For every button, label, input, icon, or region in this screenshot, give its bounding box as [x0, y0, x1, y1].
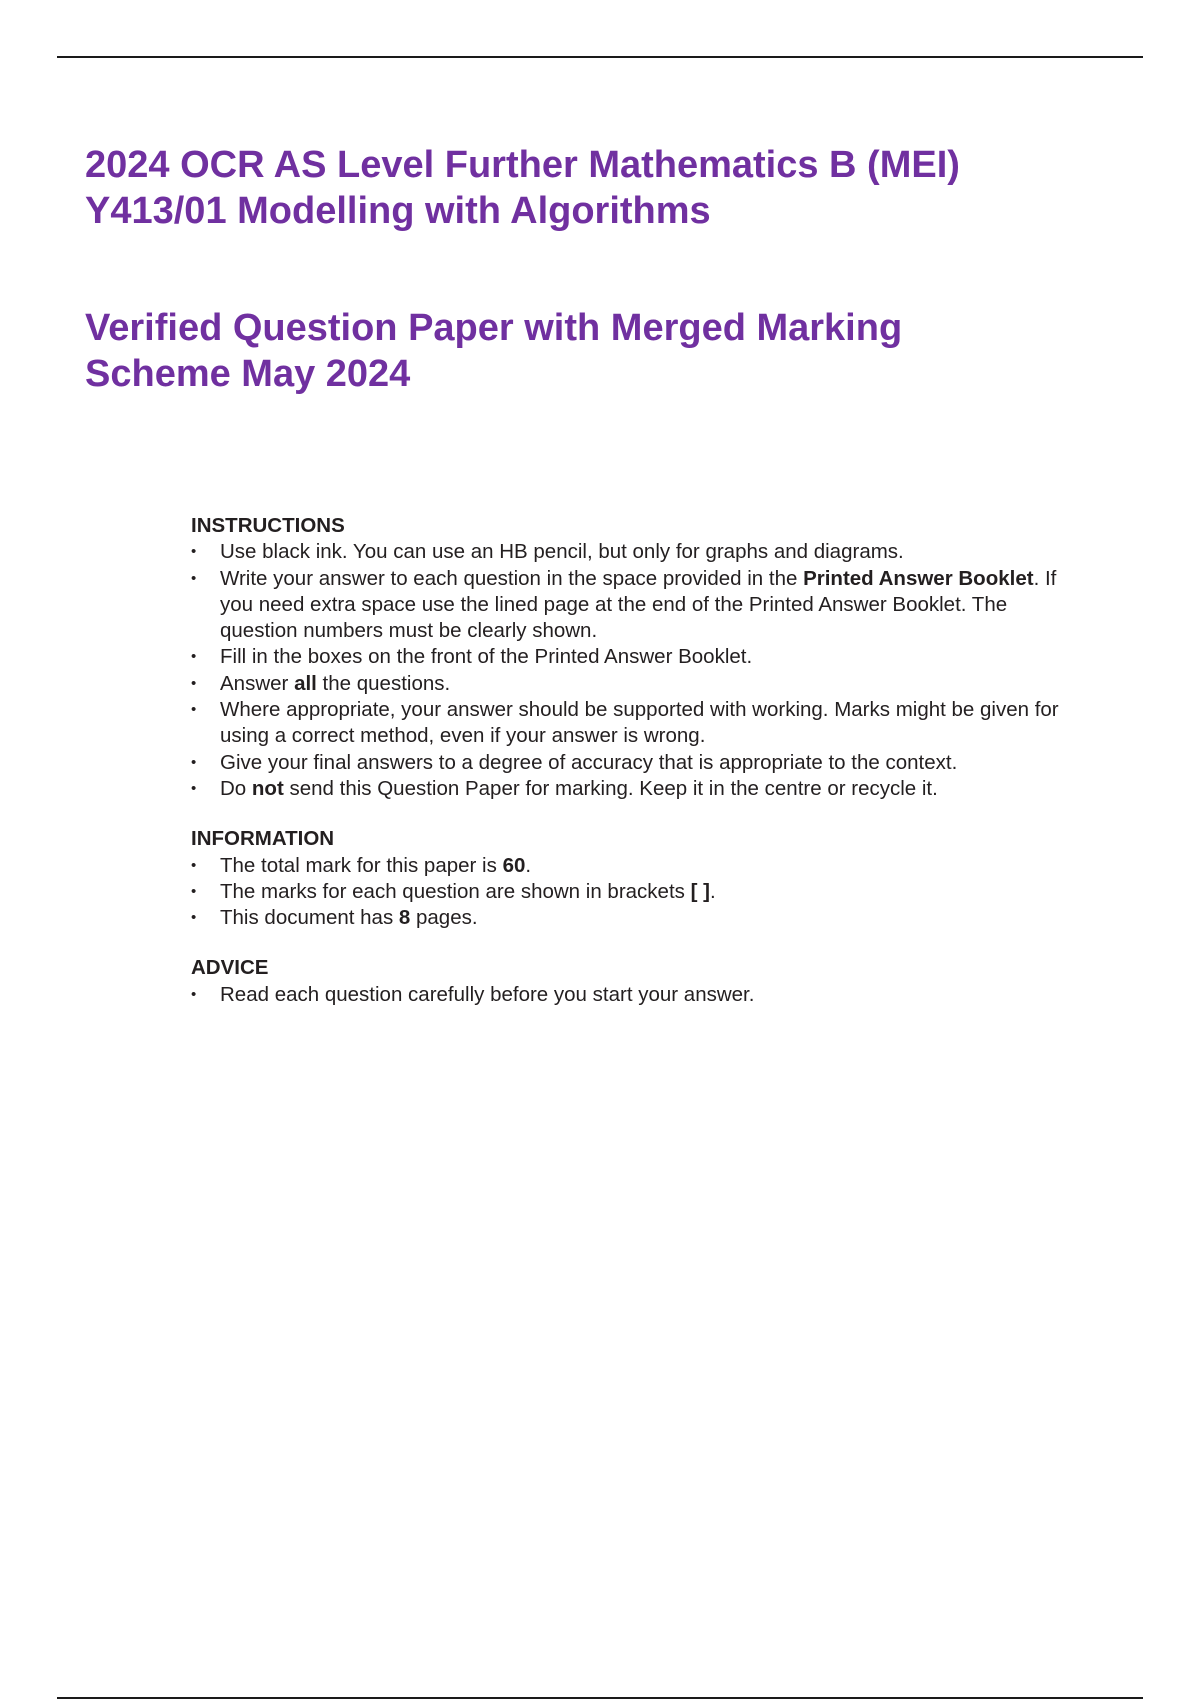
instruction-text: Fill in the boxes on the front of the Printed Answer Booklet. — [220, 645, 753, 669]
list-item — [191, 776, 1071, 802]
advice-text: Read each question carefully before you start your answer. — [220, 982, 755, 1006]
instruction-emphasis: not — [251, 776, 284, 800]
title-line-2: Y413/01 Modelling with Algorithms — [85, 190, 711, 232]
instruction-emphasis: Printed Answer Booklet — [803, 566, 1034, 590]
instructions-list — [191, 539, 1071, 802]
list-item — [191, 644, 1071, 670]
information-emphasis: [ ] — [690, 879, 710, 903]
instruction-text: the questions. — [316, 671, 451, 695]
information-heading: INFORMATION — [191, 827, 335, 851]
information-text: . — [525, 853, 532, 877]
information-emphasis: 8 — [398, 906, 411, 930]
advice-heading: ADVICE — [191, 956, 269, 980]
information-text: pages. — [410, 906, 478, 930]
information-section — [191, 826, 1071, 931]
list-item — [191, 566, 1071, 645]
list-item — [191, 905, 1071, 931]
list-item — [191, 853, 1071, 879]
information-text: The total mark for this paper is — [220, 853, 503, 877]
information-emphasis: 60 — [502, 853, 526, 877]
information-text: The marks for each question are shown in brackets — [220, 879, 691, 903]
information-list — [191, 853, 1071, 932]
information-text: . — [709, 879, 716, 903]
list-item — [191, 982, 1071, 1008]
advice-list — [191, 982, 1071, 1008]
instruction-text: . If you need extra space use the lined page at the end of the Printed Answer Booklet. The question numbers must be clearly shown. — [220, 566, 1057, 643]
instructions-section — [191, 513, 1071, 802]
list-item — [191, 750, 1071, 776]
instruction-text: Do — [220, 776, 252, 800]
instruction-text: Give your final answers to a degree of accuracy that is appropriate to the context. — [220, 750, 958, 774]
instruction-text: Where appropriate, your answer should be supported with working. Marks might be given for using a correct method, even if your answer is wrong. — [220, 698, 1059, 748]
bottom-divider — [57, 1697, 1143, 1699]
instruction-emphasis: all — [294, 671, 317, 695]
document-title — [85, 142, 1085, 234]
subtitle-line-1: Verified Question Paper with Merged Marking — [85, 307, 903, 349]
instruction-text: Answer — [220, 671, 295, 695]
top-divider — [57, 56, 1143, 58]
instruction-text: Use black ink. You can use an HB pencil, but only for graphs and diagrams. — [220, 540, 904, 564]
front-page-content — [191, 513, 1071, 1032]
document-subtitle — [85, 305, 1085, 397]
instruction-text: send this Question Paper for marking. Keep it in the centre or recycle it. — [283, 776, 938, 800]
list-item — [191, 879, 1071, 905]
subtitle-line-2: Scheme May 2024 — [85, 353, 411, 395]
advice-section — [191, 955, 1071, 1008]
instructions-heading: INSTRUCTIONS — [191, 514, 345, 537]
list-item — [191, 539, 1071, 565]
title-line-1: 2024 OCR AS Level Further Mathematics B (MEI) — [85, 144, 960, 186]
list-item — [191, 697, 1071, 750]
information-text: This document has — [220, 906, 399, 930]
list-item — [191, 671, 1071, 697]
instruction-text: Write your answer to each question in the space provided in the — [220, 566, 804, 590]
